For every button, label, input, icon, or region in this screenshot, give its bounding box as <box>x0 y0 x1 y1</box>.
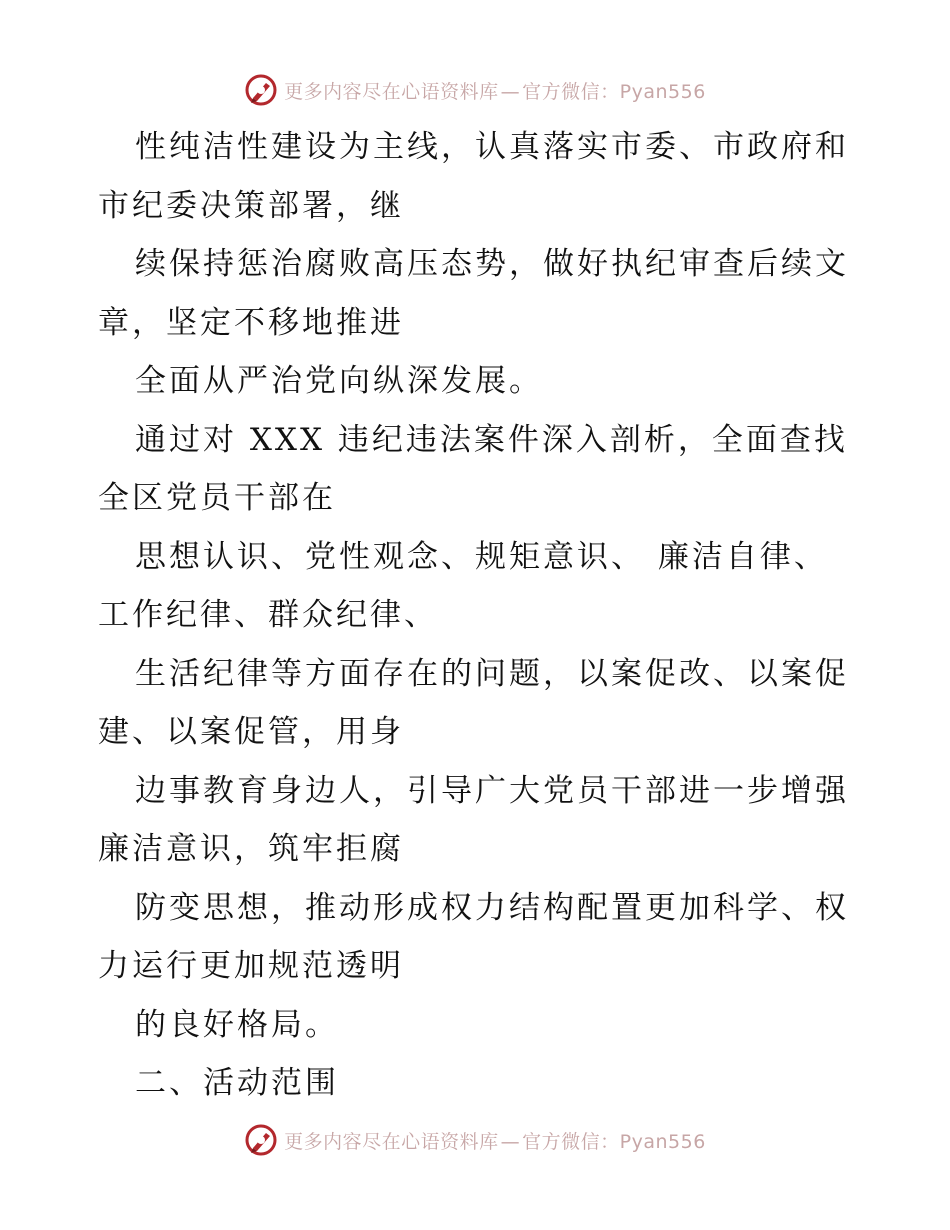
paragraph <box>98 996 858 1055</box>
paragraph <box>98 411 858 528</box>
paragraph <box>98 645 858 762</box>
paragraph <box>98 352 858 411</box>
paragraph-line: 续保持惩治腐败高压态势，做好执纪审查后续文 <box>135 246 849 282</box>
paragraph <box>98 762 858 879</box>
paragraph-line: 市纪委决策部署，继 <box>98 187 404 224</box>
paragraph-line: 通过对 XXX 违纪违法案件深入剖析，全面查找 <box>135 421 848 458</box>
watermark-site: 更多内容尽在心语资料库 <box>284 80 499 103</box>
watermark-dash: — <box>500 1130 521 1153</box>
section-heading <box>98 1054 858 1113</box>
paragraph-line: 章，坚定不移地推进 <box>98 304 404 341</box>
footer-watermark <box>0 1120 950 1160</box>
paragraph-line: 全区党员干部在 <box>98 480 336 516</box>
paragraph <box>98 879 858 996</box>
paragraph-line: 的良好格局。 <box>135 1006 339 1043</box>
watermark-dash: — <box>500 80 521 103</box>
paragraph <box>98 118 858 235</box>
watermark-text <box>284 77 706 104</box>
paragraph-line: 力运行更加规范透明 <box>98 948 404 984</box>
paragraph-line: 建、以案促管，用身 <box>98 714 404 750</box>
pen-logo-icon <box>244 1123 278 1157</box>
paragraph-line: 性纯洁性建设为主线，认真落实市委、市政府和 <box>135 129 849 165</box>
paragraph-line: 思想认识、党性观念、规矩意识、 廉洁自律、 <box>135 538 828 575</box>
paragraph-line: 全面从严治党向纵深发展。 <box>135 363 543 399</box>
watermark-site: 更多内容尽在心语资料库 <box>284 1130 499 1153</box>
document-body <box>98 118 858 1113</box>
paragraph <box>98 528 858 645</box>
paragraph-line: 工作纪律、群众纪律、 <box>98 597 438 633</box>
header-watermark <box>0 70 950 110</box>
section-heading-text: 二、活动范围 <box>135 1065 339 1101</box>
paragraph-line: 生活纪律等方面存在的问题，以案促改、以案促 <box>135 655 849 692</box>
paragraph-line: 边事教育身边人，引导广大党员干部进一步增强 <box>135 772 849 809</box>
watermark-account: 官方微信：Pyan556 <box>522 80 706 103</box>
paragraph-line: 防变思想，推动形成权力结构配置更加科学、权 <box>135 889 849 926</box>
pen-logo-icon <box>244 73 278 107</box>
watermark-text <box>284 1127 706 1154</box>
paragraph <box>98 235 858 352</box>
watermark-account: 官方微信：Pyan556 <box>522 1130 706 1153</box>
paragraph-line: 廉洁意识，筑牢拒腐 <box>98 831 404 867</box>
